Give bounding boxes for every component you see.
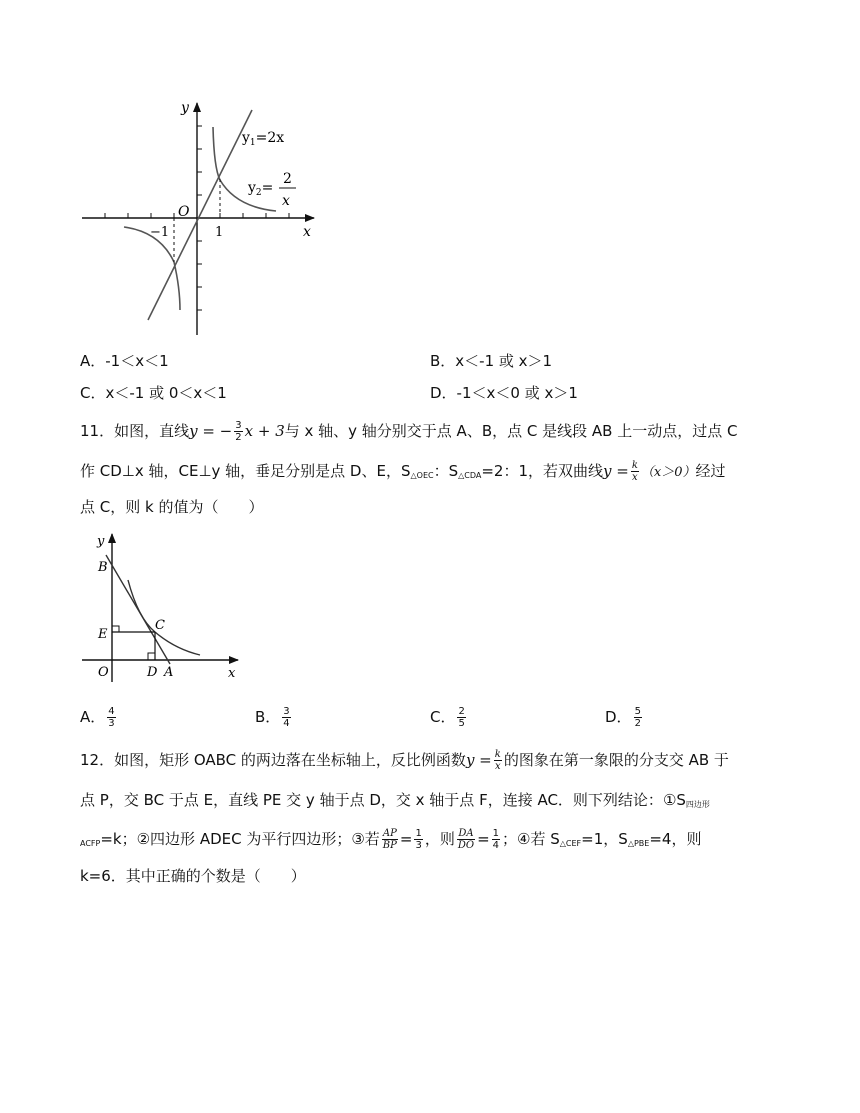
q11-line-3: 点 C，则 k 的值为（ ）: [80, 498, 264, 516]
label-y2-den: x: [282, 193, 290, 209]
frac-3-2: $\frac{3}{2}$: [235, 420, 242, 443]
tick-label-neg1: −1: [150, 225, 170, 240]
q11-option-c[interactable]: C． $\frac{2}{5}$: [430, 706, 465, 729]
label-o: O: [98, 665, 109, 680]
q10-option-a[interactable]: A．-1＜x＜1: [80, 352, 169, 370]
label-e: E: [98, 627, 108, 642]
label-c: C: [155, 618, 165, 633]
right-angle-d: [148, 653, 155, 660]
q11-option-b[interactable]: B． $\frac{3}{4}$: [255, 706, 290, 729]
label-y1: $y_1=2x$: [242, 130, 285, 148]
right-angle-e: [112, 626, 119, 632]
q10-option-c[interactable]: C．x＜-1 或 0＜x＜1: [80, 384, 227, 402]
y-axis-label: y: [181, 100, 189, 116]
q10-option-d[interactable]: D．-1＜x＜0 或 x＞1: [430, 384, 578, 402]
q12-line-4: k=6．其中正确的个数是（ ）: [80, 867, 306, 885]
label-b: B: [98, 560, 108, 575]
label-a: A: [164, 665, 174, 680]
figure-q11-graph: [78, 530, 248, 682]
q12-line-2: 点 P，交 BC 于点 E，直线 PE 交 y 轴于点 D，交 x 轴于点 F，连接 AC．则下列结论：$①S_{四边形}$: [80, 791, 710, 809]
q10-option-b[interactable]: B．x＜-1 或 x＞1: [430, 352, 553, 370]
origin-label: O: [178, 204, 190, 220]
line-y1: [148, 110, 252, 320]
tick-label-1: 1: [215, 225, 224, 240]
q11-option-a[interactable]: A． $\frac{4}{3}$: [80, 706, 115, 729]
frac-k-x: $\frac{k}{x}$: [631, 460, 638, 483]
x-axis-label: x: [303, 224, 311, 240]
label-d: D: [147, 665, 158, 680]
label-y2: $y_2=$: [248, 180, 274, 198]
q11-option-d[interactable]: D． $\frac{5}{2}$: [605, 706, 641, 729]
label-y: y: [97, 534, 105, 549]
q11-line-2: 作 CD⊥x 轴，CE⊥y 轴，垂足分别是点 D、E，$S_{\triangle OEC}$：$S_{\triangle CDA}=2$：1，若双曲线y = $\frac{k}{x}$ （x＞0）经过: [80, 460, 726, 483]
label-x: x: [228, 666, 236, 681]
figure-q10-graph: [78, 96, 323, 341]
q12-line-1: 12．如图，矩形 OABC 的两边落在坐标轴上，反比例函数y = $\frac{k}{x}$ 的图象在第一象限的分支交 AB 于: [80, 749, 729, 772]
q12-line-3: $_{ACFP}$=k；②四边形 ADEC 为平行四边形；③若 $\frac{AP}{BP}$ = $\frac{1}{3}$ ，则 $\frac{DA}{DO}$ = $\frac{1}{4}$ ；④若 $S_{\triangle CEF}=1$，$S_{\triangle PBE}=4$，则: [80, 828, 702, 851]
label-y2-num: 2: [283, 171, 292, 187]
q11-line-1: 11．如图，直线y = − $\frac{3}{2}$ x + 3与 x 轴、y 轴分别交于点 A、B，点 C 是线段 AB 上一动点，过点 C: [80, 420, 738, 443]
